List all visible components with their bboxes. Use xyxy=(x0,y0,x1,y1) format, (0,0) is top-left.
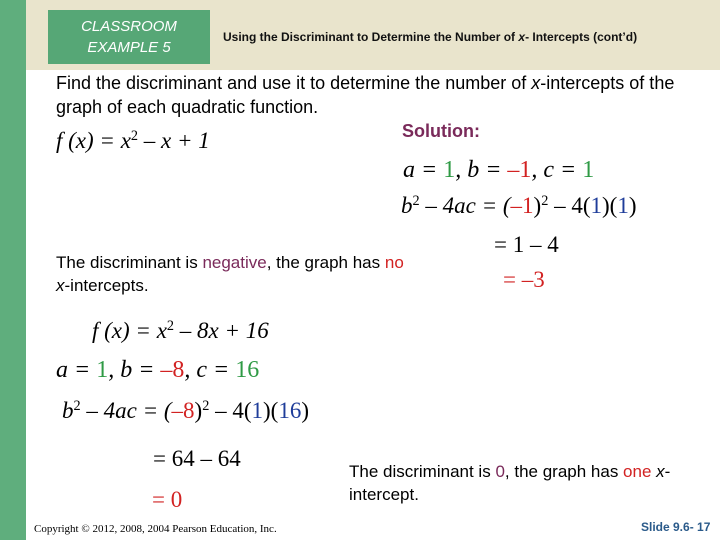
discriminant-result-1: = –3 xyxy=(503,267,545,292)
discriminant-step-1: $b^2 - 4ac = (-1)^2 - 4(1)(1)$ xyxy=(401,193,637,218)
discriminant-result-2: = 0 xyxy=(152,487,183,512)
slide-number: Slide 9.6- 17 xyxy=(641,520,711,534)
example-label-box xyxy=(48,10,210,64)
example-label-line1: CLASSROOM xyxy=(81,18,177,35)
discriminant-step-4: = 64 – 64 xyxy=(153,446,241,471)
slide-title: Using the Discriminant to Determine the Number of x- Intercepts (cont’d) xyxy=(223,30,638,44)
problem-prompt: Find the discriminant and use it to determine the number of x-intercepts of the graph of each quadratic function. xyxy=(56,73,675,117)
left-accent-bar xyxy=(0,0,26,540)
discriminant-step-3: $b^2 - 4ac = (-8)^2 - 4(1)(16)$ xyxy=(62,398,309,423)
example-label-line2: EXAMPLE 5 xyxy=(87,39,171,56)
copyright-notice: Copyright © 2012, 2008, 2004 Pearson Education, Inc. xyxy=(34,523,277,535)
conclusion-1: The discriminant is negative, the graph has no x-intercepts. xyxy=(56,253,404,295)
coefficients-2: a = 1, b = –8, c = 16 xyxy=(56,357,260,383)
function-2: f $(x) = x^2 - 8x + 16$ xyxy=(92,318,269,343)
coefficients-1: a = 1, b = –1, c = 1 xyxy=(403,157,595,183)
solution-label: Solution: xyxy=(402,121,480,141)
discriminant-step-2: = 1 – 4 xyxy=(494,232,559,257)
conclusion-2: The discriminant is 0, the graph has one x-intercept. xyxy=(349,462,671,504)
function-1: f $(x) = x^2 - x + 1$ xyxy=(56,128,210,153)
